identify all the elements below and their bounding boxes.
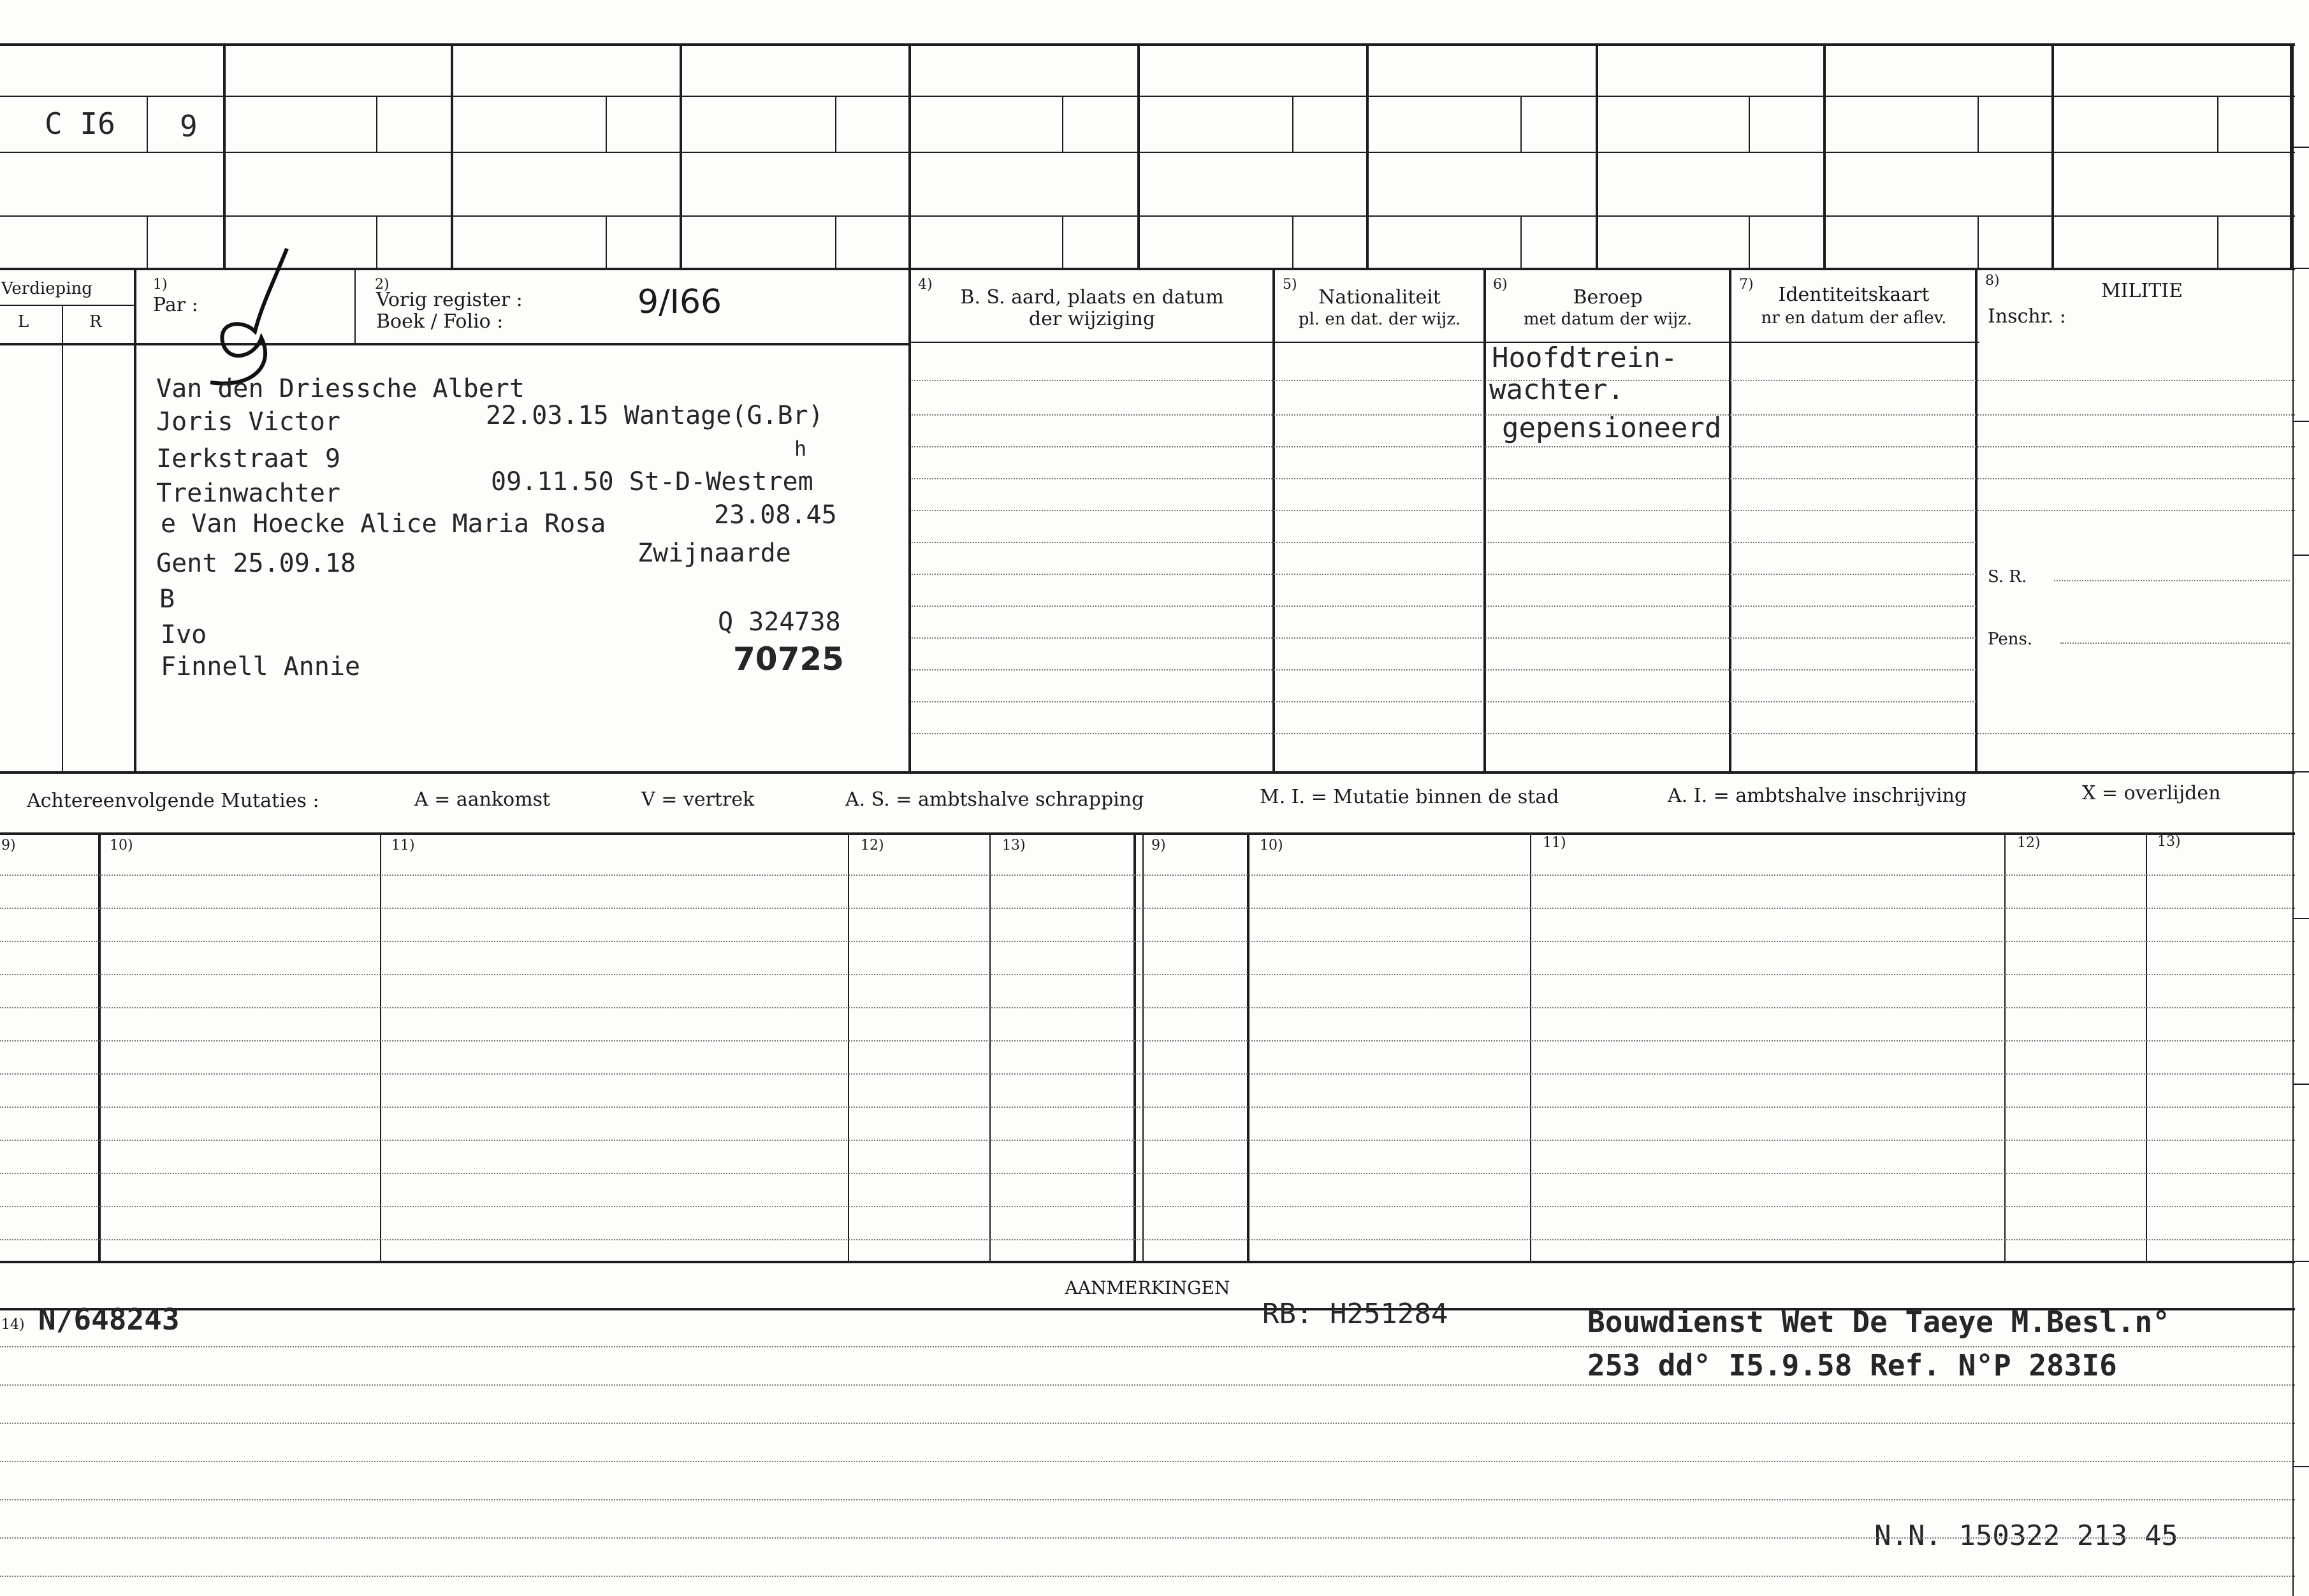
mutaties-schrapping: A. S. = ambtshalve schrapping: [845, 788, 1144, 811]
beroep-num: 6): [1493, 277, 1508, 293]
beroep-entry-2: wachter.: [1489, 374, 1624, 406]
person-birth: 22.03.15 Wantage(G.Br): [486, 401, 824, 430]
nat-line2: pl. en dat. der wijz.: [1298, 310, 1461, 329]
person-job: Treinwachter: [156, 479, 340, 508]
beroep-line1: Beroep: [1573, 286, 1643, 308]
person-relation: Finnell Annie: [161, 652, 361, 681]
militie-num: 8): [1985, 273, 2000, 289]
mutaties-vertrek: V = vertrek: [641, 788, 755, 811]
militie-sr: S. R.: [1988, 567, 2027, 586]
person-given-names: Joris Victor: [156, 407, 340, 437]
bs-line2: der wijziging: [1028, 308, 1156, 330]
par-signature-icon: [191, 242, 306, 395]
militie-title: MILITIE: [2101, 280, 2183, 302]
aanmerkingen-title: AANMERKINGEN: [1065, 1277, 1230, 1298]
person-mark: h: [794, 437, 807, 461]
aanmerkingen-code: N/648243: [38, 1302, 180, 1337]
beroep-entry-1: Hoofdtrein-: [1492, 342, 1678, 374]
beroep-line2: met datum der wijz.: [1523, 310, 1693, 329]
id-line2: nr en datum der aflev.: [1761, 308, 1947, 328]
vorig-value: 9/I66: [637, 283, 722, 321]
mutaties-overlijden: X = overlijden: [2082, 782, 2221, 804]
aanmerkingen-footer-code: N.N. 150322 213 45: [1874, 1520, 2178, 1552]
person-spouse-birth: Gent 25.09.18: [156, 549, 356, 578]
mut-left-col-12: 12): [861, 838, 884, 853]
bs-line1: B. S. aard, plaats en datum: [960, 286, 1224, 308]
aanmerkingen-num: 14): [1, 1317, 25, 1333]
person-marriage-date: 23.08.45: [714, 500, 837, 530]
nat-line1: Nationaliteit: [1318, 286, 1441, 308]
mutaties-aankomst: A = aankomst: [414, 788, 551, 811]
id-num: 7): [1739, 277, 1754, 293]
person-name: Van den Driessche Albert: [156, 374, 525, 403]
person-code-stamp: 70725: [733, 641, 844, 678]
mutaties-title: Achtereenvolgende Mutaties :: [27, 790, 319, 812]
top-grid-code: C I6: [45, 106, 115, 141]
person-job-date: 09.11.50 St-D-Westrem: [491, 467, 813, 497]
col-l-label: L: [18, 312, 29, 331]
mut-right-col-11: 11): [1543, 835, 1566, 851]
militie-inschr: Inschr. :: [1988, 305, 2066, 328]
aanmerkingen-note-2: 253 dd° I5.9.58 Ref. N°P 283I6: [1587, 1348, 2117, 1382]
id-line1: Identiteitskaart: [1778, 284, 1930, 306]
mut-right-col-12: 12): [2017, 835, 2041, 851]
mut-left-col-11: 11): [391, 838, 415, 853]
top-grid-number: 9: [180, 109, 198, 143]
col-r-label: R: [89, 312, 102, 331]
mut-left-col-13: 13): [1002, 838, 1026, 853]
aanmerkingen-note-1: Bouwdienst Wet De Taeye M.Besl.n°: [1587, 1305, 2170, 1339]
nat-num: 5): [1283, 277, 1297, 293]
mutaties-binnen-stad: M. I. = Mutatie binnen de stad: [1260, 786, 1559, 808]
mutaties-inschrijving: A. I. = ambtshalve inschrijving: [1668, 785, 1967, 807]
mut-right-col-10: 10): [1260, 838, 1283, 853]
mut-left-col-9: 9): [1, 838, 16, 853]
bs-num: 4): [918, 277, 933, 293]
person-child: Ivo: [161, 620, 207, 649]
person-street: Ierkstraat 9: [156, 444, 340, 474]
vorig-num: 2): [375, 277, 390, 293]
vorig-line2: Boek / Folio :: [376, 310, 504, 333]
person-code-q: Q 324738: [718, 607, 841, 637]
person-marriage-place: Zwijnaarde: [637, 539, 791, 568]
beroep-entry-3: gepensioneerd: [1502, 412, 1722, 444]
mut-right-col-13: 13): [2157, 834, 2181, 850]
person-spouse: e Van Hoecke Alice Maria Rosa: [161, 509, 606, 539]
par-label: Par :: [153, 294, 198, 316]
par-num: 1): [153, 277, 168, 293]
aanmerkingen-rb: RB: H251284: [1262, 1298, 1448, 1330]
militie-pens: Pens.: [1988, 630, 2033, 649]
mut-right-col-9: 9): [1151, 838, 1166, 853]
mut-left-col-10: 10): [110, 838, 133, 853]
person-line-b: B: [159, 584, 175, 614]
vorig-line1: Vorig register :: [376, 289, 523, 311]
verdieping-label: Verdieping: [1, 279, 92, 298]
